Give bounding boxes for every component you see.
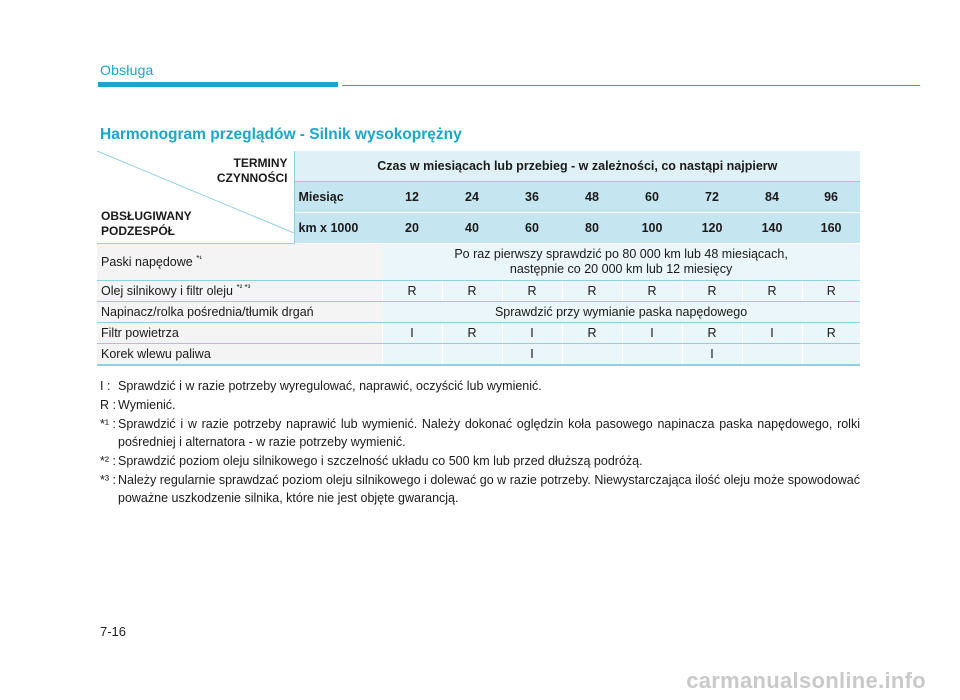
- interval-value-cell: R: [562, 323, 622, 344]
- interval-value-cell: I: [682, 344, 742, 366]
- component-name-cell: [97, 281, 382, 302]
- interval-value-cell: R: [442, 323, 502, 344]
- interval-value-cell: R: [442, 281, 502, 302]
- note-item: [100, 415, 860, 451]
- month-cell: 84: [742, 182, 802, 213]
- footnote-ref: *¹: [196, 254, 202, 264]
- maintenance-schedule-table: [97, 151, 860, 366]
- km-cell: 40: [442, 213, 502, 244]
- interval-value-cell: R: [502, 281, 562, 302]
- corner-label-terms: [217, 156, 288, 186]
- corner-label-component: [101, 209, 192, 239]
- km-label: km x 1000: [294, 213, 382, 244]
- component-name-cell: [97, 244, 382, 281]
- note-text: Należy regularnie sprawdzać poziom oleju silnikowego i dolewać go w razie potrzeby. Niewystarczająca ilość oleju może spowodować poważne uszkodzenie silnika, które nie jest objęte gwarancją.: [118, 473, 860, 505]
- month-cell: 24: [442, 182, 502, 213]
- interval-value-cell: [562, 344, 622, 366]
- component-name: Napinacz/rolka pośrednia/tłumik drgań: [101, 305, 314, 319]
- interval-title: Czas w miesiącach lub przebieg - w zależności, co nastąpi najpierw: [294, 151, 860, 182]
- month-cell: 96: [802, 182, 860, 213]
- note-text: Sprawdzić poziom oleju silnikowego i szczelność układu co 500 km lub przed dłuższą podróżą.: [118, 454, 643, 468]
- table-row: [97, 244, 860, 281]
- component-name: Paski napędowe: [101, 255, 193, 270]
- note-text: Sprawdzić i w razie potrzeby naprawić lub wymienić. Należy dokonać oględzin koła pasowego napinacza paska napędowego, rolki pośredniej i alternatora - w razie potrzeby wymienić.: [118, 417, 860, 449]
- km-cell: 80: [562, 213, 622, 244]
- corner-bottom-line: OBSŁUGIWANY: [101, 209, 192, 223]
- interval-value-cell: R: [382, 281, 442, 302]
- component-name-cell: [97, 344, 382, 366]
- note-text: Sprawdzić i w razie potrzeby wyregulować, naprawić, oczyścić lub wymienić.: [118, 379, 542, 393]
- note-item: [100, 377, 860, 395]
- component-name-cell: [97, 302, 382, 323]
- interval-value-cell: [802, 344, 860, 366]
- page-number: 7-16: [100, 624, 127, 639]
- component-name-cell: [97, 323, 382, 344]
- footnote-ref: *² *³: [236, 283, 251, 293]
- note-item: [100, 396, 860, 414]
- months-label: Miesiąc: [294, 182, 382, 213]
- interval-value-cell: R: [802, 281, 860, 302]
- interval-value-cell: R: [802, 323, 860, 344]
- span-note-line: Sprawdzić przy wymianie paska napędowego: [494, 304, 748, 319]
- corner-bottom-line: PODZESPÓŁ: [101, 224, 176, 238]
- interval-value-cell: I: [382, 323, 442, 344]
- span-note-cell: [382, 302, 860, 323]
- header-rule-thin: [342, 85, 920, 86]
- km-cell: 100: [622, 213, 682, 244]
- section-label: Obsługa: [100, 62, 154, 78]
- month-cell: 72: [682, 182, 742, 213]
- interval-value-cell: [382, 344, 442, 366]
- page-title: Harmonogram przeglądów - Silnik wysokoprężny: [100, 126, 462, 143]
- interval-value-cell: R: [682, 281, 742, 302]
- interval-value-cell: [742, 344, 802, 366]
- span-note-line: Po raz pierwszy sprawdzić po 80 000 km lub 48 miesiącach,: [454, 247, 788, 261]
- interval-value-cell: R: [562, 281, 622, 302]
- interval-value-cell: I: [622, 323, 682, 344]
- corner-top-line: CZYNNOŚCI: [216, 171, 288, 185]
- month-cell: 60: [622, 182, 682, 213]
- component-name: Filtr powietrza: [101, 326, 179, 340]
- span-note-line: następnie co 20 000 km lub 12 miesięcy: [509, 262, 733, 276]
- interval-value-cell: I: [502, 344, 562, 366]
- corner-top-line: TERMINY: [233, 156, 288, 170]
- note-mark: R :: [100, 398, 116, 412]
- km-cell: 20: [382, 213, 442, 244]
- note-mark: *³ :: [100, 473, 116, 487]
- table-corner-cell: [97, 151, 294, 244]
- note-item: [100, 471, 860, 507]
- component-name: Olej silnikowy i filtr oleju: [101, 284, 233, 299]
- km-cell: 160: [802, 213, 860, 244]
- span-note-cell: [382, 244, 860, 281]
- interval-value-cell: R: [622, 281, 682, 302]
- interval-value-cell: I: [742, 323, 802, 344]
- note-mark: *¹ :: [100, 417, 116, 431]
- header-rule-thick: [98, 82, 338, 87]
- note-mark: *² :: [100, 454, 116, 468]
- table-row: [97, 302, 860, 323]
- km-cell: 140: [742, 213, 802, 244]
- month-cell: 36: [502, 182, 562, 213]
- note-mark: I :: [100, 379, 111, 393]
- note-item: [100, 452, 860, 470]
- interval-value-cell: [442, 344, 502, 366]
- km-cell: 60: [502, 213, 562, 244]
- component-name: Korek wlewu paliwa: [101, 347, 211, 361]
- interval-value-cell: [622, 344, 682, 366]
- notes-list: [100, 377, 860, 508]
- km-cell: 120: [682, 213, 742, 244]
- interval-value-cell: I: [502, 323, 562, 344]
- table-row: [97, 344, 860, 366]
- table-row: [97, 281, 860, 302]
- interval-value-cell: R: [682, 323, 742, 344]
- interval-value-cell: R: [742, 281, 802, 302]
- watermark: carmanualsonline.info: [686, 668, 926, 693]
- month-cell: 48: [562, 182, 622, 213]
- note-text: Wymienić.: [118, 398, 176, 412]
- table-row: [97, 323, 860, 344]
- month-cell: 12: [382, 182, 442, 213]
